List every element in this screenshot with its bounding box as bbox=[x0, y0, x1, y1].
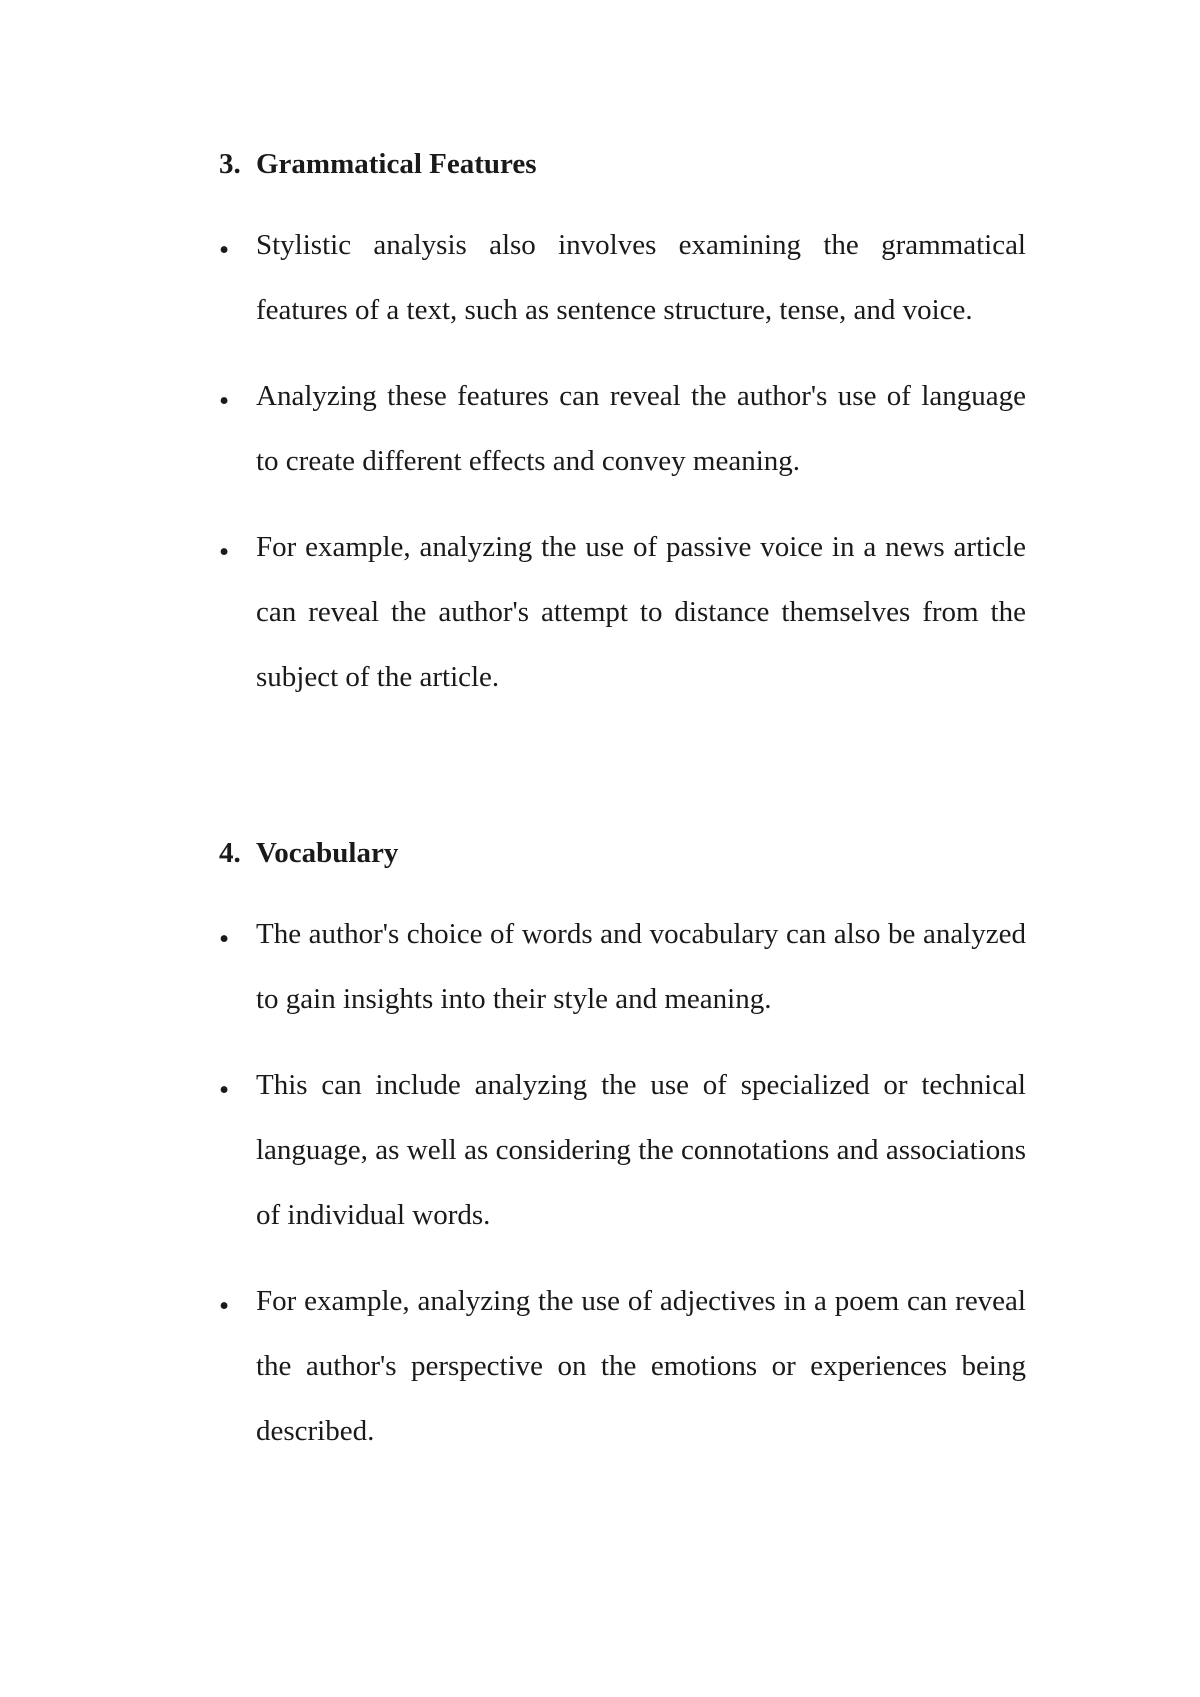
section-heading-grammatical-features bbox=[219, 146, 537, 182]
bullet-marker: • bbox=[219, 1290, 230, 1322]
bullet-paragraph: For example, analyzing the use of adjectives in a poem can reveal the author's perspective on the emotions or experiences being described. bbox=[256, 1285, 1026, 1447]
section-heading-vocabulary bbox=[219, 835, 398, 871]
bullet-paragraph: This can include analyzing the use of specialized or technical language, as well as considering the connotations and associations of individual words. bbox=[256, 1069, 1026, 1231]
bullet-marker: • bbox=[219, 536, 230, 568]
bullet-marker: • bbox=[219, 385, 230, 417]
bullet-paragraph: The author's choice of words and vocabulary can also be analyzed to gain insights into their style and meaning. bbox=[256, 918, 1026, 1015]
bullet-marker: • bbox=[219, 923, 230, 955]
section-title: Vocabulary bbox=[256, 837, 399, 869]
bullet-paragraph: Analyzing these features can reveal the author's use of language to create different effects and convey meaning. bbox=[256, 380, 1026, 477]
section-title: Grammatical Features bbox=[256, 148, 537, 180]
bullet-paragraph: For example, analyzing the use of passive voice in a news article can reveal the author's attempt to distance themselves from the subject of the article. bbox=[256, 531, 1026, 693]
bullet-marker: • bbox=[219, 234, 230, 266]
bullet-paragraph: Stylistic analysis also involves examining the grammatical features of a text, such as sentence structure, tense, and voice. bbox=[256, 229, 1026, 326]
section-number: 3. bbox=[219, 148, 241, 180]
bullet-marker: • bbox=[219, 1074, 230, 1106]
section-number: 4. bbox=[219, 837, 241, 869]
